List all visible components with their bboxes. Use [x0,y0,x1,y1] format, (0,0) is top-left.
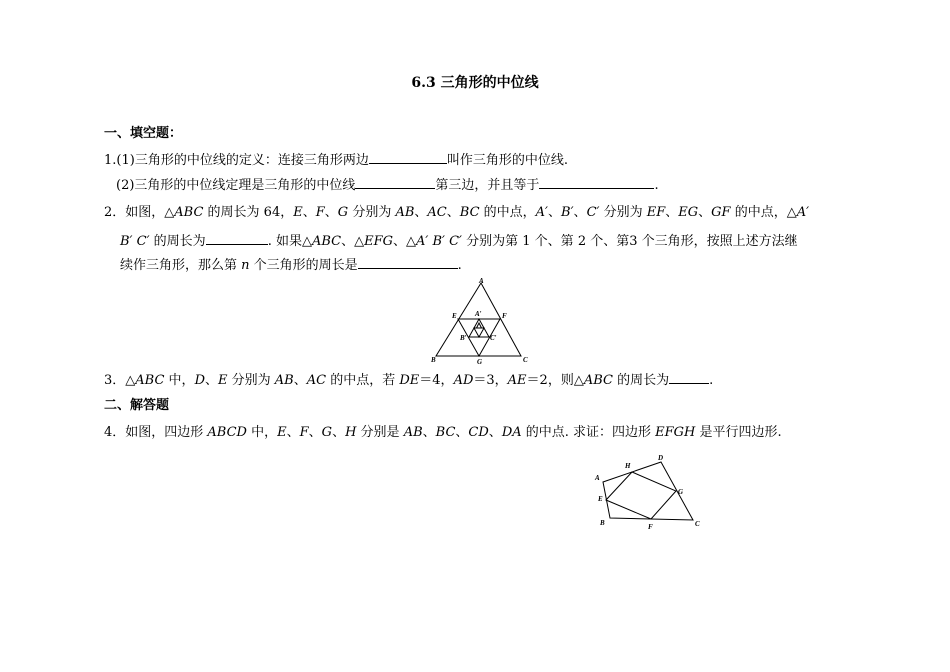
question-1-part-2 [116,175,659,195]
quadrilateral-efgh [606,472,676,519]
page-title: 6.3 三角形的中位线 [411,75,539,91]
question-2-line-1: 2．如图，△ABC 的周长为 64，E、F、G 分别为 AB、AC、BC 的中点，A′、B′、C′ 分别为 EF、EG、GF 的中点，△A′ [104,205,810,220]
label-F: F [648,523,653,531]
label-B: B [600,519,605,527]
q1-text: 叫作三角形的中位线. [446,153,568,168]
label-C-prime: C′ [490,334,497,342]
label-A: A [595,474,600,482]
answer-blank[interactable] [358,255,458,269]
label-G: G [477,358,483,366]
label-B: B [431,356,436,364]
answer-blank[interactable] [355,175,435,189]
triangle-fifth [477,323,482,328]
question-4: 4．如图，四边形 ABCD 中，E、F、G、H 分别是 AB、BC、CD、DA 的中点. 求证：四边形 EFGH 是平行四边形. [104,425,782,440]
answer-blank[interactable] [539,175,654,189]
label-C: C [695,520,700,528]
label-A-prime: A′ [475,310,482,318]
answer-blank[interactable] [206,231,268,245]
label-H: H [625,462,631,470]
quadrilateral-figure [590,450,705,532]
section-fill-in: 一、填空题： [104,126,183,141]
question-1-part-1 [104,150,568,170]
label-F: F [502,312,507,320]
section-answer: 二、解答题 [104,398,170,413]
question-2-line-3: 续作三角形，那么第 n 个三角形的周长是 . [120,255,462,275]
question-2-line-2: B′ C′ 的周长为 . 如果△ABC、△EFG、△A′ B′ C′ 分别为第 1 个、第 2 个、第3 个三角形，按照上述方法继 [120,231,798,251]
answer-blank[interactable] [669,370,709,384]
label-A: A [479,277,484,285]
label-E: E [598,495,603,503]
q1-text: (2)三角形的中位线定理是三角形的中位线 [116,178,356,193]
triangle-fourth [474,328,484,337]
label-G: G [678,488,684,496]
q1-text: 1.(1)三角形的中位线的定义：连接三角形两边 [104,153,369,168]
label-D: D [658,454,664,462]
label-E: E [452,312,457,320]
label-B-prime: B′ [460,334,467,342]
answer-blank[interactable] [369,150,447,164]
q1-text: 第三边，并且等于 [435,178,540,193]
question-3: 3．△ABC 中，D、E 分别为 AB、AC 的中点，若 DE＝4，AD＝3，AE＝2，则△ABC 的周长为 . [104,370,713,390]
triangle-midline-figure [425,276,535,366]
q1-text: . [654,178,659,193]
label-C: C [523,356,528,364]
